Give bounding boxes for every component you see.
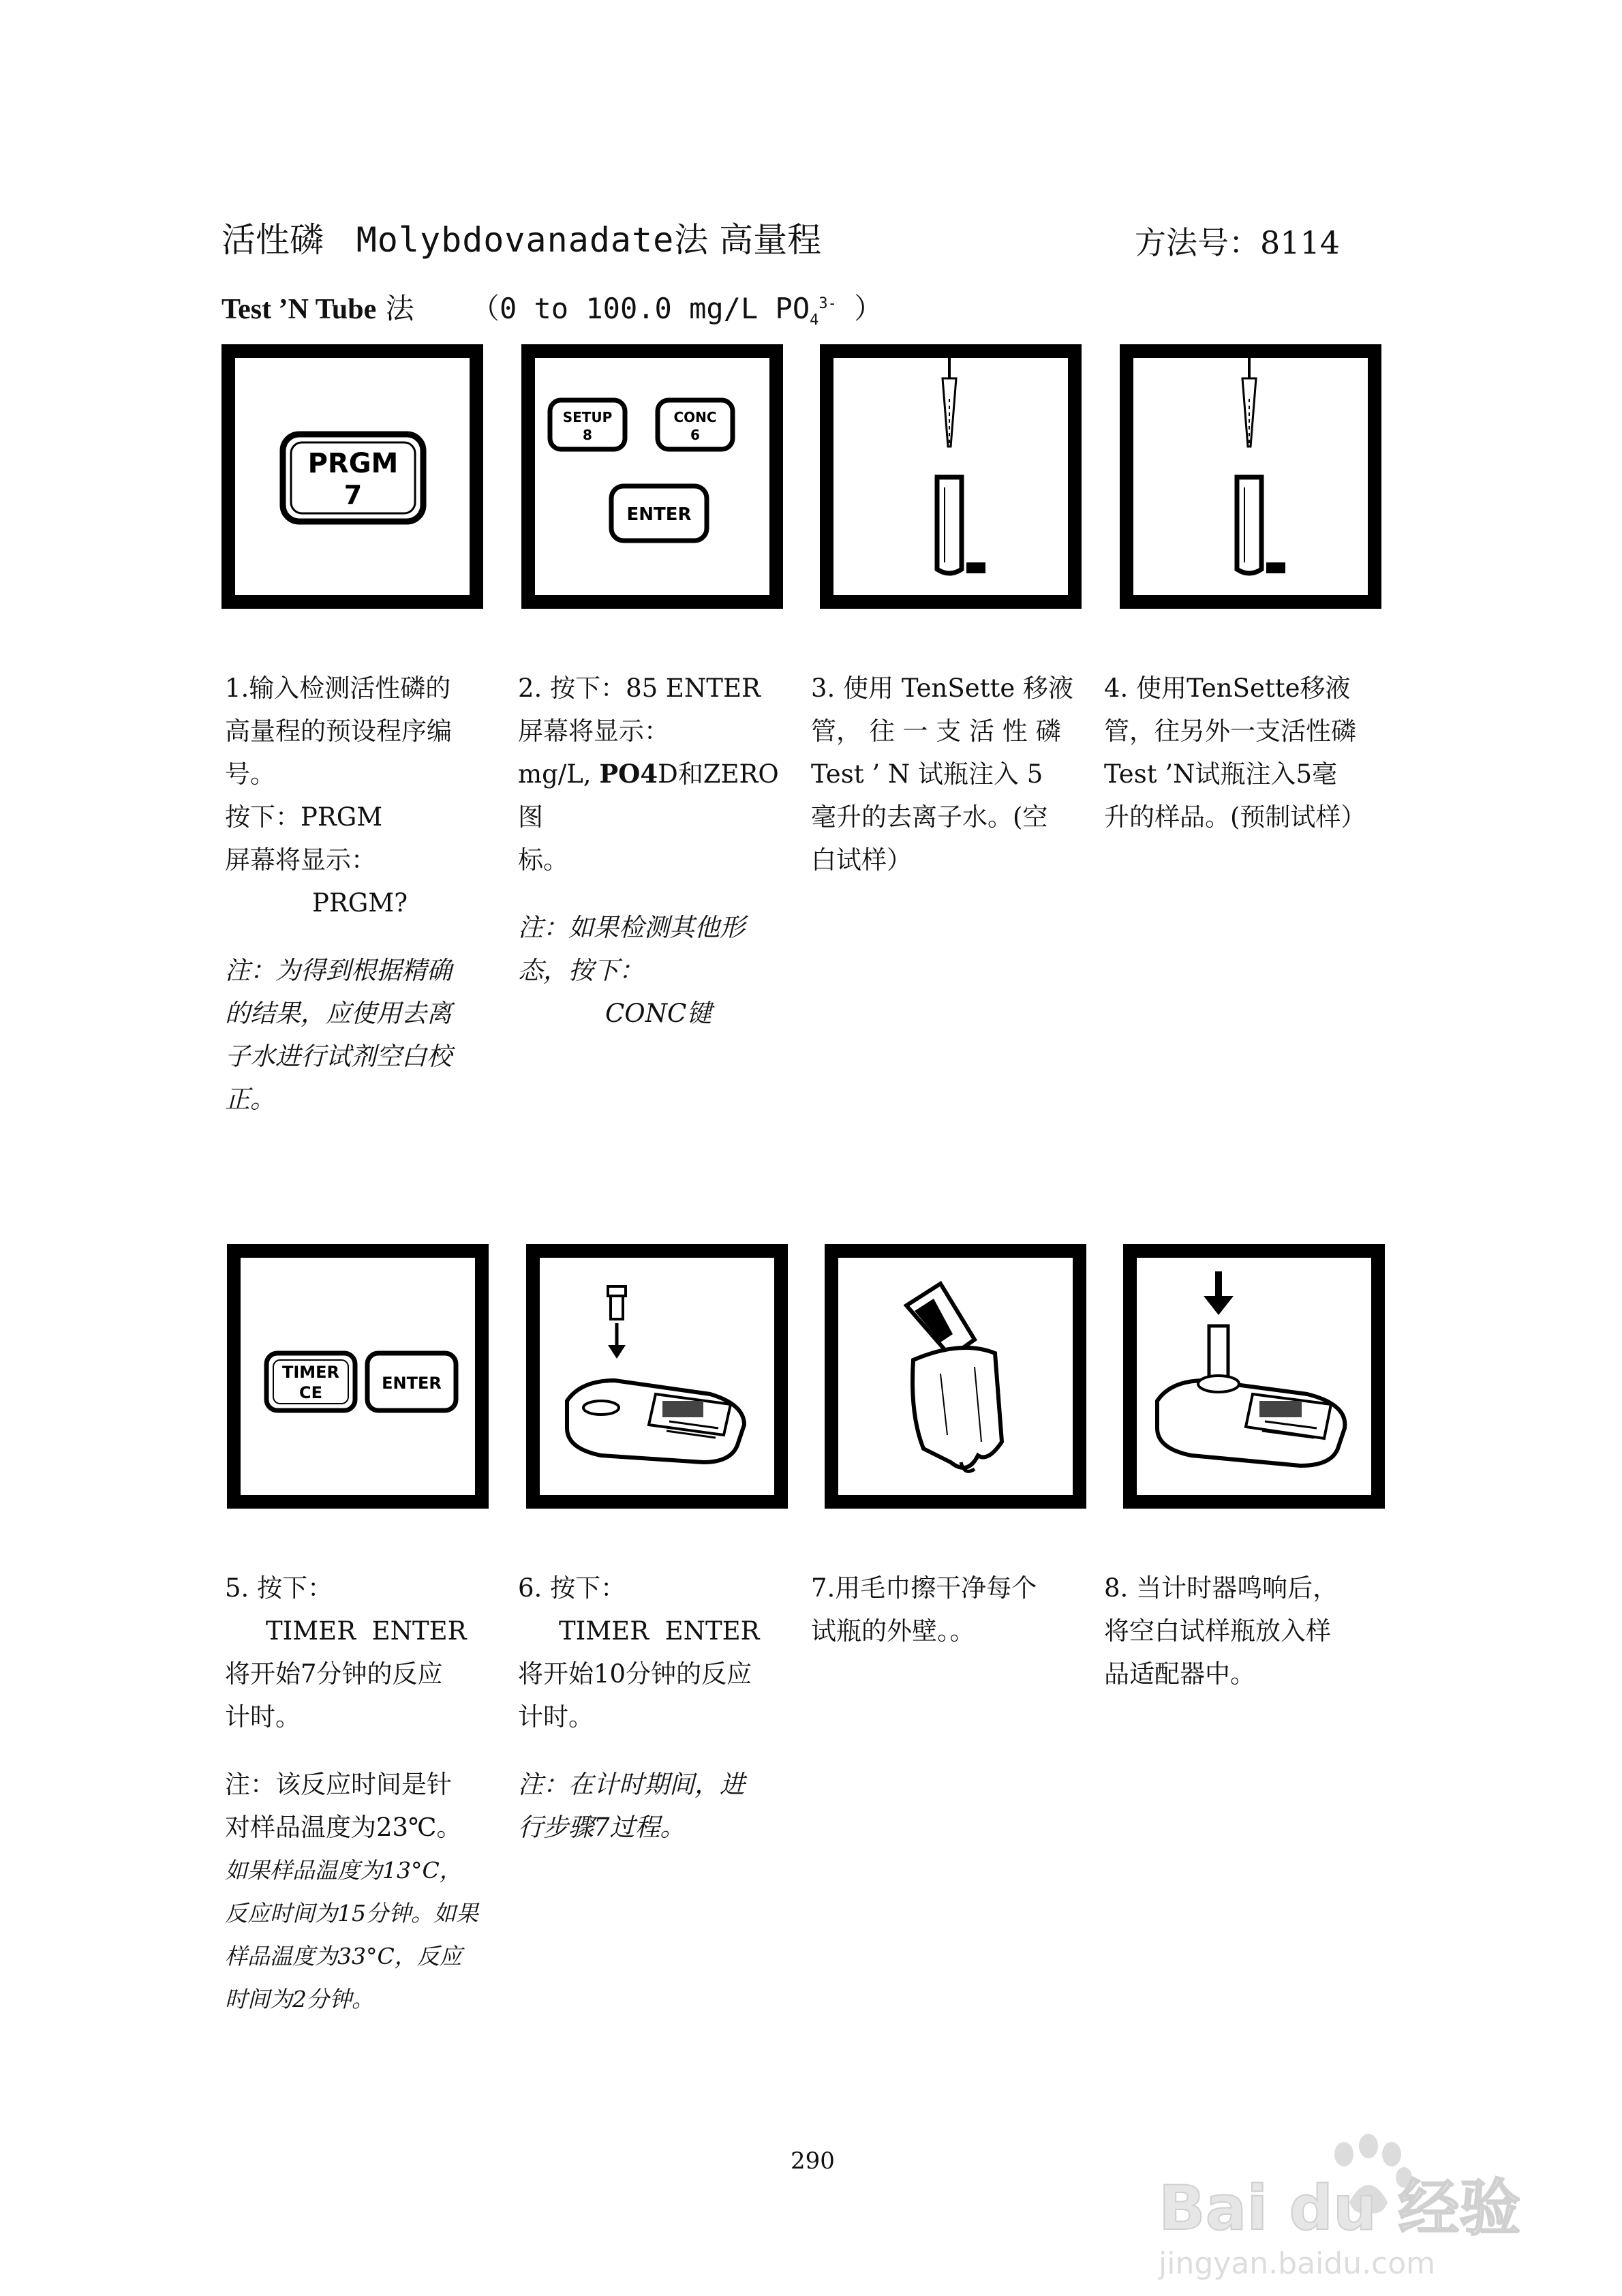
page-title: [221, 213, 821, 262]
step-7-line-1: 7.用毛巾擦干净每个: [811, 1573, 1037, 1603]
step-1-note-3: 子水进行试剂空白校: [225, 1042, 452, 1071]
step-3-line-1: 3. 使用 TenSette 移液: [811, 674, 1073, 703]
step-1-note-1: 注：为得到根据精确: [225, 956, 452, 985]
vial-in-adapter-illustration: [1137, 1258, 1371, 1495]
step-1-line-5: 屏幕将显示：: [225, 845, 376, 875]
panel-step-5: [227, 1244, 489, 1509]
enter-key-label: ENTER: [626, 504, 692, 525]
step-5-note-1: 注：该反应时间是针: [225, 1770, 452, 1799]
step-5-note-5: 样品温度为33°C，反应: [225, 1943, 462, 1969]
range-sup: 3-: [818, 295, 837, 312]
step-2-line-3a: mg/L,: [518, 759, 600, 789]
step-2-line-3b: PO4: [599, 759, 658, 789]
step-6-line-1: 6. 按下：: [518, 1573, 626, 1603]
ce-key-label: CE: [299, 1383, 323, 1402]
watermark-logo-text: Bai du 经验: [1159, 2173, 1521, 2244]
keypad-illustration: [535, 358, 769, 595]
step-2-text: [518, 667, 791, 1035]
timer-enter-keys: [241, 1258, 475, 1495]
step-4-text: [1104, 667, 1377, 839]
prgm-key-illustration: [235, 358, 470, 595]
step-2-note-1: 注：如果检测其他形: [518, 913, 745, 942]
step-6-text: [518, 1567, 791, 1849]
step-6-note-2: 行步骤7过程。: [518, 1813, 686, 1842]
watermark-url: jingyan.baidu.com: [1159, 2246, 1436, 2281]
step-4-line-1: 4. 使用TenSette移液: [1104, 674, 1351, 703]
step-1-line-2: 高量程的预设程序编: [225, 716, 452, 746]
setup-key-label: SETUP: [562, 409, 613, 425]
step-7-text: [811, 1567, 1084, 1652]
step-8-text: [1104, 1567, 1377, 1695]
title-analyte: 活性磷: [221, 220, 324, 260]
step-2-line-3c: D和ZERO图: [518, 759, 779, 832]
panel-step-1: [221, 344, 483, 609]
step-5-text: [225, 1567, 498, 2021]
range-close: ）: [854, 292, 883, 325]
step-5-note-4: 反应时间为15分钟。如果: [225, 1900, 478, 1927]
step-1-line-6: PRGM?: [312, 888, 408, 918]
step-6-line-3: 将开始10分钟的反应: [518, 1659, 752, 1689]
step-3-text: [811, 667, 1084, 881]
step-4-line-2: 管，往另外一支活性磷: [1104, 716, 1356, 746]
step-8-line-1: 8. 当计时器鸣响后，: [1104, 1573, 1338, 1603]
panel-step-3: [820, 344, 1082, 609]
timer-key-label: TIMER: [281, 1363, 340, 1382]
step-2-line-1: 2. 按下：85 ENTER: [518, 674, 761, 703]
step-6-line-4: 计时。: [518, 1702, 594, 1732]
prgm-key-label: PRGM: [307, 448, 399, 479]
method-number: 方法号：8114: [1135, 224, 1341, 261]
step-5-line-1: 5. 按下：: [225, 1573, 333, 1603]
step-3-line-4: 毫升的去离子水。(空: [811, 802, 1048, 832]
range-sub: 4: [810, 312, 819, 329]
step-2-note-3: CONC键: [605, 999, 712, 1028]
step-1-note-2: 的结果，应使用去离: [225, 999, 452, 1028]
prgm-key-number: 7: [343, 480, 363, 510]
step-3-line-5: 白试样）: [811, 845, 912, 875]
step-5-note-6: 时间为2分钟。: [225, 1986, 374, 2012]
step-6-line-2: TIMER ENTER: [559, 1616, 760, 1646]
range-label: （0 to 100.0 mg/L PO: [470, 292, 810, 325]
step-1-line-1: 1.输入检测活性磷的: [225, 674, 451, 703]
panel-step-4: [1120, 344, 1381, 609]
step-3-line-2: 管， 往 一 支 活 性 磷: [811, 716, 1061, 746]
setup-key-number: 8: [583, 427, 592, 443]
step-7-line-2: 试瓶的外壁。。: [811, 1616, 975, 1646]
step-1-note-4: 正。: [225, 1085, 275, 1114]
step-5-line-4: 计时。: [225, 1702, 301, 1732]
step-8-line-2: 将空白试样瓶放入样: [1104, 1616, 1331, 1646]
enter-key-label-2: ENTER: [382, 1374, 442, 1393]
step-5-line-3: 将开始7分钟的反应: [225, 1659, 443, 1689]
subtitle: [221, 286, 883, 329]
step-2-line-3: [518, 753, 791, 839]
baidu-watermark-logo: [1152, 2127, 1533, 2284]
subtitle-fa: 法: [385, 292, 414, 325]
panel-step-6: [526, 1244, 788, 1509]
panel-step-2: [521, 344, 783, 609]
step-5-note-2: 对样品温度为23℃。: [225, 1813, 462, 1842]
step-8-line-3: 品适配器中。: [1104, 1659, 1255, 1689]
title-range: 高量程: [719, 220, 822, 260]
title-fa: 法: [674, 220, 709, 260]
step-1-line-4: 按下：PRGM: [225, 802, 383, 832]
conc-key-label: CONC: [673, 409, 717, 425]
step-3-line-3: Test ’ N 试瓶注入 5: [811, 759, 1043, 789]
step-1-line-3: 号。: [225, 759, 275, 789]
vial-into-instrument-illustration: [540, 1258, 774, 1495]
towel-wipe-illustration: [838, 1258, 1073, 1495]
page-number: 290: [791, 2147, 835, 2175]
pipette-vial-icon: [833, 358, 1068, 595]
title-method: Molybdovanadate: [356, 220, 675, 260]
conc-key-number: 6: [690, 427, 700, 443]
step-5-note-3: 如果样品温度为13°C，: [225, 1857, 462, 1884]
step-4-line-3: Test ’N试瓶注入5毫: [1104, 759, 1337, 789]
step-1-text: [225, 667, 498, 1121]
step-2-note-2: 态，按下：: [518, 956, 644, 985]
step-6-note-1: 注：在计时期间，进: [518, 1770, 745, 1799]
step-4-line-4: 升的样品。(预制试样）: [1104, 802, 1366, 832]
panel-step-8: [1123, 1244, 1385, 1509]
panel-step-7: [825, 1244, 1086, 1509]
subtitle-tnt: Test ’N Tube: [221, 294, 377, 325]
pipette-vial-icon-2: [1133, 358, 1368, 595]
step-5-line-2: TIMER ENTER: [266, 1616, 467, 1646]
step-2-line-4: 标。: [518, 845, 568, 875]
range-text: [470, 292, 883, 329]
step-2-line-2: 屏幕将显示：: [518, 716, 669, 746]
